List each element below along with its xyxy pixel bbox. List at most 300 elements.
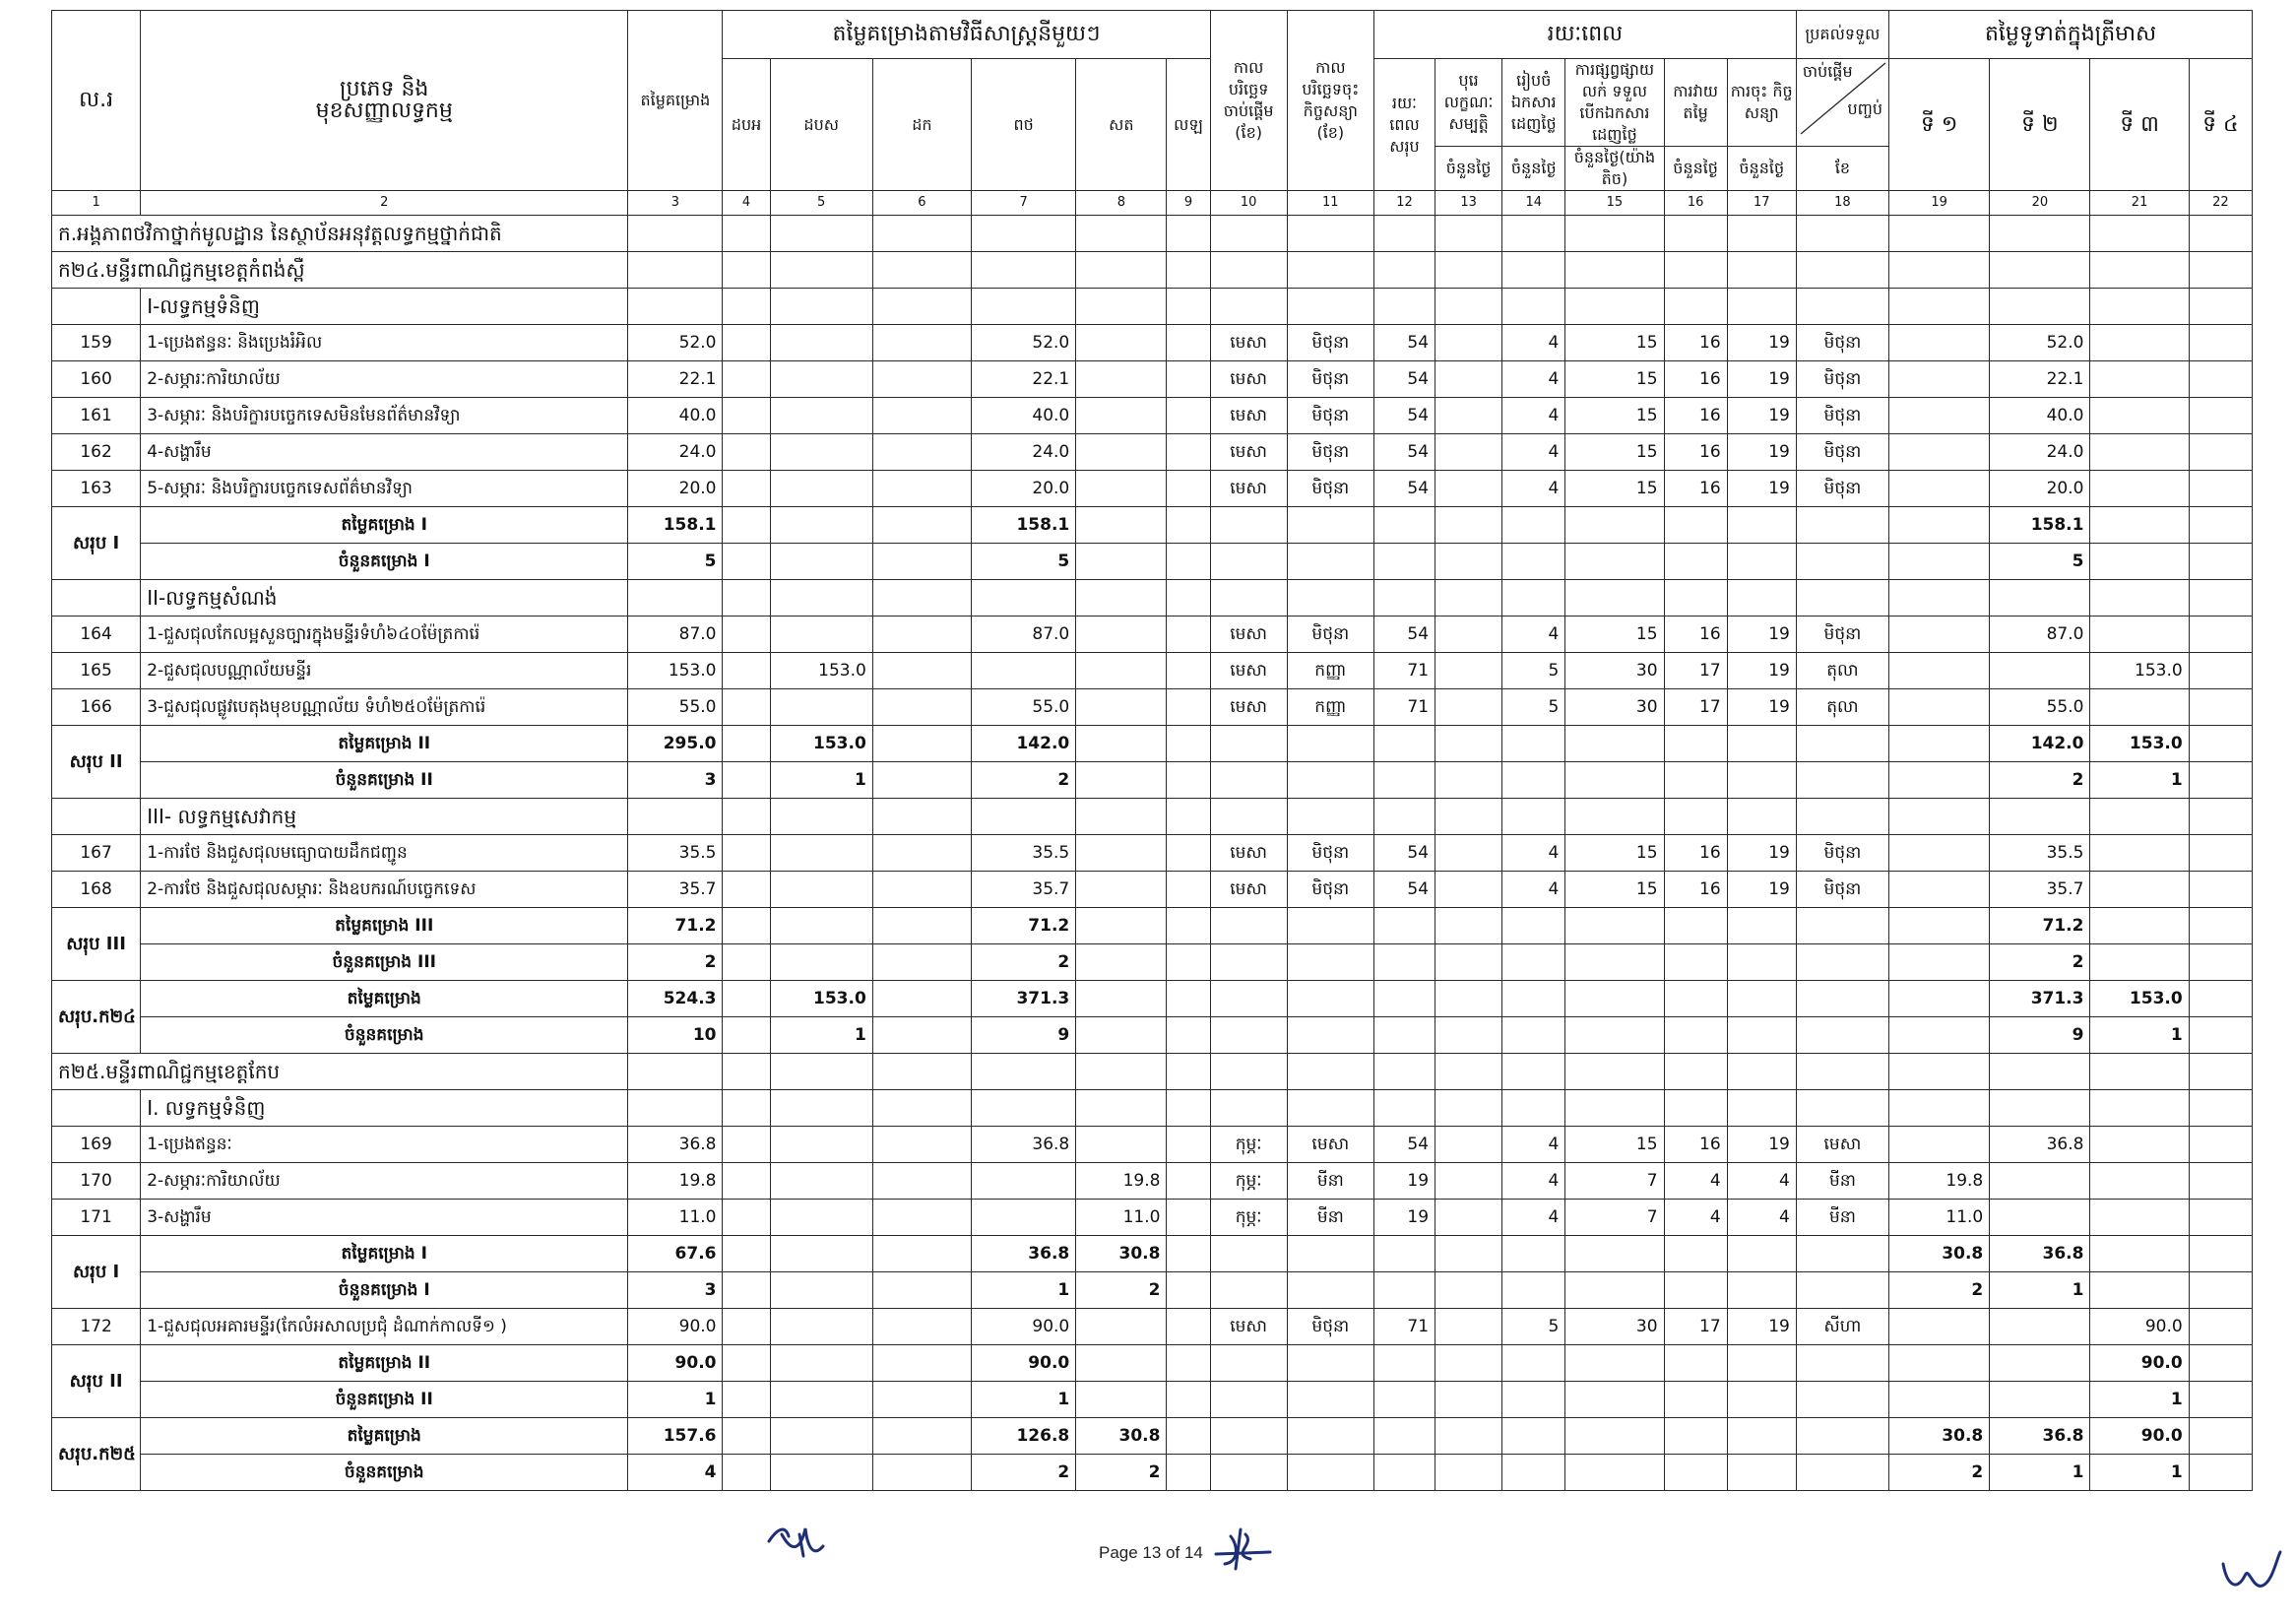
empty-cell (1435, 1236, 1502, 1272)
group-title-row (52, 799, 2253, 835)
column-number: 7 (972, 191, 1076, 216)
sign-month: មីនា (1287, 1200, 1373, 1236)
start-month: កុម្ភៈ (1210, 1163, 1287, 1200)
subtotal-quarter (2189, 1382, 2252, 1418)
subtotal-quarter: 9 (1990, 1017, 2090, 1054)
quarter-value (2090, 471, 2189, 507)
quarter-value: 55.0 (1990, 689, 2090, 726)
subtotal-method: 71.2 (972, 908, 1076, 944)
subtotal-method (723, 1345, 770, 1382)
subtotal-quarter (2189, 1345, 2252, 1382)
header-dur-contract: ការចុះ កិច្ចសន្យា (1727, 59, 1796, 147)
table-row (52, 471, 2253, 507)
empty-cell (723, 799, 770, 835)
subtotal-estimate: 3 (628, 1272, 723, 1309)
column-number: 12 (1373, 191, 1435, 216)
contract-days: 4 (1727, 1163, 1796, 1200)
empty-cell (1167, 1090, 1210, 1127)
contract-days: 19 (1727, 689, 1796, 726)
empty-cell (1502, 1345, 1565, 1382)
empty-cell (872, 216, 971, 252)
empty-cell (1664, 762, 1727, 799)
prepare-days: 4 (1502, 361, 1565, 398)
empty-cell (1796, 544, 1888, 580)
column-number: 3 (628, 191, 723, 216)
subtotal-method: 371.3 (972, 981, 1076, 1017)
quarter-value (2189, 1309, 2252, 1345)
subtotal-type-label: ចំនួនគម្រោង (141, 1017, 628, 1054)
empty-cell (1287, 544, 1373, 580)
empty-cell (1167, 216, 1210, 252)
empty-cell (1727, 507, 1796, 544)
receive-month: មិថុនា (1796, 361, 1888, 398)
subtotal-quarter: 1 (2090, 1017, 2189, 1054)
column-number: 5 (770, 191, 872, 216)
empty-cell (2189, 252, 2252, 289)
method-value (872, 653, 971, 689)
prepare-days: 4 (1502, 835, 1565, 872)
empty-cell (1565, 799, 1664, 835)
empty-cell (1889, 799, 1990, 835)
subtotal-quarter (2189, 1418, 2252, 1455)
subtotal-method (872, 762, 971, 799)
item-name: 2-សម្ភារៈការិយាល័យ (141, 1163, 628, 1200)
header-receive-split (1796, 59, 1888, 147)
empty-cell (1373, 726, 1435, 762)
empty-cell (1210, 1455, 1287, 1491)
empty-cell (1210, 726, 1287, 762)
subtotal-quarter (2189, 908, 2252, 944)
empty-cell (1796, 1054, 1888, 1090)
empty-cell (2090, 289, 2189, 325)
header-type (141, 11, 628, 191)
row-number: 170 (52, 1163, 141, 1200)
empty-cell (1373, 1418, 1435, 1455)
subtotal-quarter: 36.8 (1990, 1418, 2090, 1455)
empty-cell (1796, 762, 1888, 799)
evaluate-days: 16 (1664, 471, 1727, 507)
empty-cell (770, 252, 872, 289)
section-title: I. លទ្ធកម្មទំនិញ (141, 1090, 628, 1127)
empty-cell (1210, 1017, 1287, 1054)
subtotal-quarter (1889, 762, 1990, 799)
empty-cell (2090, 799, 2189, 835)
header-no: ល.រ (52, 11, 141, 191)
subtotal-method (872, 1455, 971, 1491)
subtotal-type-label: ចំនួនគម្រោង I (141, 544, 628, 580)
subtotal-estimate: 4 (628, 1455, 723, 1491)
empty-cell (1727, 252, 1796, 289)
empty-cell (1435, 580, 1502, 617)
item-name: 1-ការថែ និងជួសជុលមធ្យោបាយដឹកជញ្ជូន (141, 835, 628, 872)
subtotal-method: 142.0 (972, 726, 1076, 762)
empty-cell (1167, 580, 1210, 617)
header-receive-group: ប្រគល់ទទួល (1796, 11, 1888, 59)
quarter-value (1990, 1200, 2090, 1236)
subtotal-method (872, 544, 971, 580)
method-value: 35.7 (972, 872, 1076, 908)
evaluate-days: 17 (1664, 689, 1727, 726)
empty-cell (1210, 762, 1287, 799)
empty-cell (1889, 289, 1990, 325)
subtotal-quarter: 158.1 (1990, 507, 2090, 544)
total-days: 54 (1373, 471, 1435, 507)
empty-cell (1565, 1090, 1664, 1127)
method-value (872, 325, 971, 361)
quarter-value: 35.7 (1990, 872, 2090, 908)
subtotal-method (770, 1345, 872, 1382)
item-name: 1-ជួសជុលកែលម្អសួនច្បារក្នុងមន្ទីរទំហំ៦៤០ម៉ែត្រការ៉េ (141, 617, 628, 653)
header-unit-days-min: ចំនួនថ្ងៃ(យ៉ាង តិច) (1565, 147, 1664, 191)
estimated-cost: 24.0 (628, 434, 723, 471)
pre-qual-days (1435, 872, 1502, 908)
pre-qual-days (1435, 1309, 1502, 1345)
method-value (1076, 398, 1167, 434)
method-value (1076, 835, 1167, 872)
empty-cell (872, 580, 971, 617)
subtotal-quarter (1990, 1382, 2090, 1418)
evaluate-days: 4 (1664, 1200, 1727, 1236)
column-number: 21 (2090, 191, 2189, 216)
header-unit-days-1: ចំនួនថ្ងៃ (1435, 147, 1502, 191)
section-title: I-លទ្ធកម្មទំនិញ (141, 289, 628, 325)
subtotal-method (723, 908, 770, 944)
empty-cell (2189, 1090, 2252, 1127)
subtotal-method (1076, 762, 1167, 799)
empty-cell (1565, 908, 1664, 944)
empty-cell (1664, 1054, 1727, 1090)
empty-cell (1664, 1272, 1727, 1309)
quarter-value (1889, 434, 1990, 471)
pre-qual-days (1435, 361, 1502, 398)
empty-cell (1664, 1455, 1727, 1491)
empty-cell (1796, 216, 1888, 252)
subtotal-quarter: 90.0 (2090, 1345, 2189, 1382)
empty-cell (1210, 252, 1287, 289)
empty-cell (1435, 216, 1502, 252)
method-value (723, 1200, 770, 1236)
empty-cell (1287, 1382, 1373, 1418)
empty-cell (1502, 981, 1565, 1017)
subtotal-method (1076, 726, 1167, 762)
subtotal-method (770, 1272, 872, 1309)
empty-cell (1796, 252, 1888, 289)
method-value (1076, 325, 1167, 361)
subtotal-quarter (2189, 726, 2252, 762)
header-estimate: តម្លៃគម្រោង (628, 11, 723, 191)
evaluate-days: 16 (1664, 325, 1727, 361)
contract-days: 19 (1727, 434, 1796, 471)
subtotal-quarter: 30.8 (1889, 1418, 1990, 1455)
empty-cell (972, 799, 1076, 835)
sign-month: មិថុនា (1287, 361, 1373, 398)
empty-cell (1796, 799, 1888, 835)
evaluate-days: 16 (1664, 1127, 1727, 1163)
receive-month: សីហា (1796, 1309, 1888, 1345)
empty-cell (1727, 1345, 1796, 1382)
start-month: មេសា (1210, 835, 1287, 872)
quarter-value (2090, 434, 2189, 471)
method-value (872, 835, 971, 872)
empty-cell (1796, 1236, 1888, 1272)
column-number: 20 (1990, 191, 2090, 216)
empty-cell (1796, 1017, 1888, 1054)
subtotal-quarter (2189, 1236, 2252, 1272)
method-value (1076, 434, 1167, 471)
subtotal-quarter: 71.2 (1990, 908, 2090, 944)
subtotal-quarter (2090, 507, 2189, 544)
subtotal-type-label: តម្លៃគម្រោង II (141, 726, 628, 762)
subtotal-type-label: ចំនួនគម្រោង II (141, 762, 628, 799)
subtotal-method (770, 908, 872, 944)
method-value (1076, 1127, 1167, 1163)
empty-cell (1435, 252, 1502, 289)
subtotal-method (1167, 1017, 1210, 1054)
subtotal-method: 2 (972, 1455, 1076, 1491)
subtotal-method (872, 981, 971, 1017)
column-number-row (52, 191, 2253, 216)
total-days: 19 (1373, 1200, 1435, 1236)
start-month: កុម្ភៈ (1210, 1200, 1287, 1236)
empty-cell (1502, 726, 1565, 762)
method-value: 19.8 (1076, 1163, 1167, 1200)
empty-cell (1796, 507, 1888, 544)
quarter-value: 20.0 (1990, 471, 2090, 507)
subtotal-quarter: 1 (1990, 1455, 2090, 1491)
start-month: មេសា (1210, 434, 1287, 471)
empty-cell (1373, 1090, 1435, 1127)
column-number: 15 (1565, 191, 1664, 216)
subtotal-quarter (2090, 1272, 2189, 1309)
empty-cell (1664, 1017, 1727, 1054)
subtotal-method (723, 726, 770, 762)
empty-cell (1287, 216, 1373, 252)
prepare-days: 4 (1502, 1163, 1565, 1200)
empty-cell (1502, 1418, 1565, 1455)
subtotal-label: សរុប II (52, 726, 141, 799)
empty-cell (52, 1090, 141, 1127)
subtotal-method: 30.8 (1076, 1418, 1167, 1455)
empty-cell (1727, 289, 1796, 325)
quarter-value (2090, 872, 2189, 908)
empty-cell (1664, 289, 1727, 325)
quarter-value (2090, 617, 2189, 653)
contract-days: 19 (1727, 398, 1796, 434)
column-number: 13 (1435, 191, 1502, 216)
empty-cell (1502, 544, 1565, 580)
subtotal-estimate: 158.1 (628, 507, 723, 544)
method-value: 55.0 (972, 689, 1076, 726)
subtotal-quarter: 142.0 (1990, 726, 2090, 762)
empty-cell (1373, 908, 1435, 944)
method-value (972, 653, 1076, 689)
empty-cell (1727, 216, 1796, 252)
row-number: 171 (52, 1200, 141, 1236)
empty-cell (1565, 944, 1664, 981)
empty-cell (1502, 289, 1565, 325)
subtotal-quarter (2189, 1272, 2252, 1309)
estimated-cost: 22.1 (628, 361, 723, 398)
empty-cell (1167, 289, 1210, 325)
subtotal-label: សរុប I (52, 1236, 141, 1309)
empty-cell (1373, 1345, 1435, 1382)
quarter-value (2090, 689, 2189, 726)
empty-cell (2090, 216, 2189, 252)
sign-month: កញ្ញា (1287, 653, 1373, 689)
subtotal-method (1076, 981, 1167, 1017)
subtotal-estimate: 67.6 (628, 1236, 723, 1272)
subtotal-quarter: 153.0 (2090, 726, 2189, 762)
empty-cell (1435, 1455, 1502, 1491)
column-number: 16 (1664, 191, 1727, 216)
quarter-value (1889, 835, 1990, 872)
empty-cell (1210, 580, 1287, 617)
prepare-days: 4 (1502, 434, 1565, 471)
method-value (723, 1309, 770, 1345)
total-days: 54 (1373, 398, 1435, 434)
method-value (872, 361, 971, 398)
start-month: មេសា (1210, 872, 1287, 908)
empty-cell (628, 289, 723, 325)
quarter-value: 22.1 (1990, 361, 2090, 398)
subtotal-method: 1 (972, 1272, 1076, 1309)
empty-cell (1210, 289, 1287, 325)
subtotal-method (872, 1418, 971, 1455)
empty-cell (2090, 1090, 2189, 1127)
empty-cell (1435, 1272, 1502, 1309)
pre-qual-days (1435, 434, 1502, 471)
receive-month: មិថុនា (1796, 398, 1888, 434)
empty-cell (52, 289, 141, 325)
prepare-days: 4 (1502, 398, 1565, 434)
empty-cell (1167, 1054, 1210, 1090)
empty-cell (1287, 1455, 1373, 1491)
receive-month: មិថុនា (1796, 872, 1888, 908)
empty-cell (1727, 908, 1796, 944)
empty-cell (972, 289, 1076, 325)
method-value (1167, 617, 1210, 653)
header-unit-days-2: ចំនួនថ្ងៃ (1502, 147, 1565, 191)
header-q1: ទី ១ (1889, 59, 1990, 191)
publish-days: 15 (1565, 617, 1664, 653)
empty-cell (1990, 252, 2090, 289)
total-days: 19 (1373, 1163, 1435, 1200)
subtotal-method (723, 1455, 770, 1491)
subtotal-estimate: 5 (628, 544, 723, 580)
method-value (1167, 325, 1210, 361)
quarter-value (2090, 1200, 2189, 1236)
header-method-3: ដក (872, 59, 971, 191)
empty-cell (770, 580, 872, 617)
empty-cell (1796, 1382, 1888, 1418)
empty-cell (1502, 944, 1565, 981)
empty-cell (1167, 799, 1210, 835)
empty-cell (1210, 1345, 1287, 1382)
subtotal-quarter: 1 (1990, 1272, 2090, 1309)
empty-cell (1664, 252, 1727, 289)
empty-cell (1287, 1272, 1373, 1309)
empty-cell (1076, 289, 1167, 325)
empty-cell (972, 216, 1076, 252)
method-value (872, 398, 971, 434)
method-value (723, 1163, 770, 1200)
quarter-value: 40.0 (1990, 398, 2090, 434)
empty-cell (1210, 1418, 1287, 1455)
empty-cell (872, 799, 971, 835)
estimated-cost: 90.0 (628, 1309, 723, 1345)
publish-days: 30 (1565, 1309, 1664, 1345)
subtotal-method (1076, 1345, 1167, 1382)
quarter-value (2189, 689, 2252, 726)
header-q3: ទី ៣ (2090, 59, 2189, 191)
subtotal-method: 30.8 (1076, 1236, 1167, 1272)
method-value (770, 1163, 872, 1200)
method-value (1167, 689, 1210, 726)
subtotal-estimate: 3 (628, 762, 723, 799)
subtotal-quarter (2189, 507, 2252, 544)
empty-cell (1796, 726, 1888, 762)
method-value (872, 689, 971, 726)
subtotal-quarter (2189, 544, 2252, 580)
subtotal-method (770, 944, 872, 981)
header-q2: ទី ២ (1990, 59, 2090, 191)
start-month: មេសា (1210, 689, 1287, 726)
estimated-cost: 52.0 (628, 325, 723, 361)
item-name: 1-ប្រេងឥន្ធនៈ និងប្រេងរំអិល (141, 325, 628, 361)
method-value (1076, 653, 1167, 689)
row-number: 163 (52, 471, 141, 507)
publish-days: 15 (1565, 471, 1664, 507)
receive-month: មិថុនា (1796, 471, 1888, 507)
empty-cell (1435, 544, 1502, 580)
quarter-value (2090, 1127, 2189, 1163)
estimated-cost: 20.0 (628, 471, 723, 507)
subtotal-method (872, 726, 971, 762)
method-value (1076, 617, 1167, 653)
empty-cell (1796, 944, 1888, 981)
empty-cell (1889, 216, 1990, 252)
header-unit-days-4: ចំនួនថ្ងៃ (1664, 147, 1727, 191)
subtotal-type-label: តម្លៃគម្រោង I (141, 1236, 628, 1272)
subtotal-quarter (1889, 726, 1990, 762)
section-title: III- លទ្ធកម្មសេវាកម្ម (141, 799, 628, 835)
empty-cell (1565, 289, 1664, 325)
prepare-days: 4 (1502, 617, 1565, 653)
subtotal-method (1076, 507, 1167, 544)
quarter-value (2189, 471, 2252, 507)
empty-cell (1210, 908, 1287, 944)
subtotal-method (770, 507, 872, 544)
empty-cell (1565, 1455, 1664, 1491)
empty-cell (723, 1090, 770, 1127)
empty-cell (723, 289, 770, 325)
empty-cell (1889, 1054, 1990, 1090)
empty-cell (1664, 1382, 1727, 1418)
empty-cell (1727, 1455, 1796, 1491)
evaluate-days: 16 (1664, 398, 1727, 434)
start-month: កុម្ភៈ (1210, 1127, 1287, 1163)
evaluate-days: 17 (1664, 653, 1727, 689)
empty-cell (1727, 1054, 1796, 1090)
group-title-row (52, 289, 2253, 325)
empty-cell (1435, 799, 1502, 835)
empty-cell (1287, 1054, 1373, 1090)
method-value (972, 1163, 1076, 1200)
empty-cell (1796, 1418, 1888, 1455)
empty-cell (1990, 799, 2090, 835)
method-value (1076, 689, 1167, 726)
prepare-days: 5 (1502, 1309, 1565, 1345)
